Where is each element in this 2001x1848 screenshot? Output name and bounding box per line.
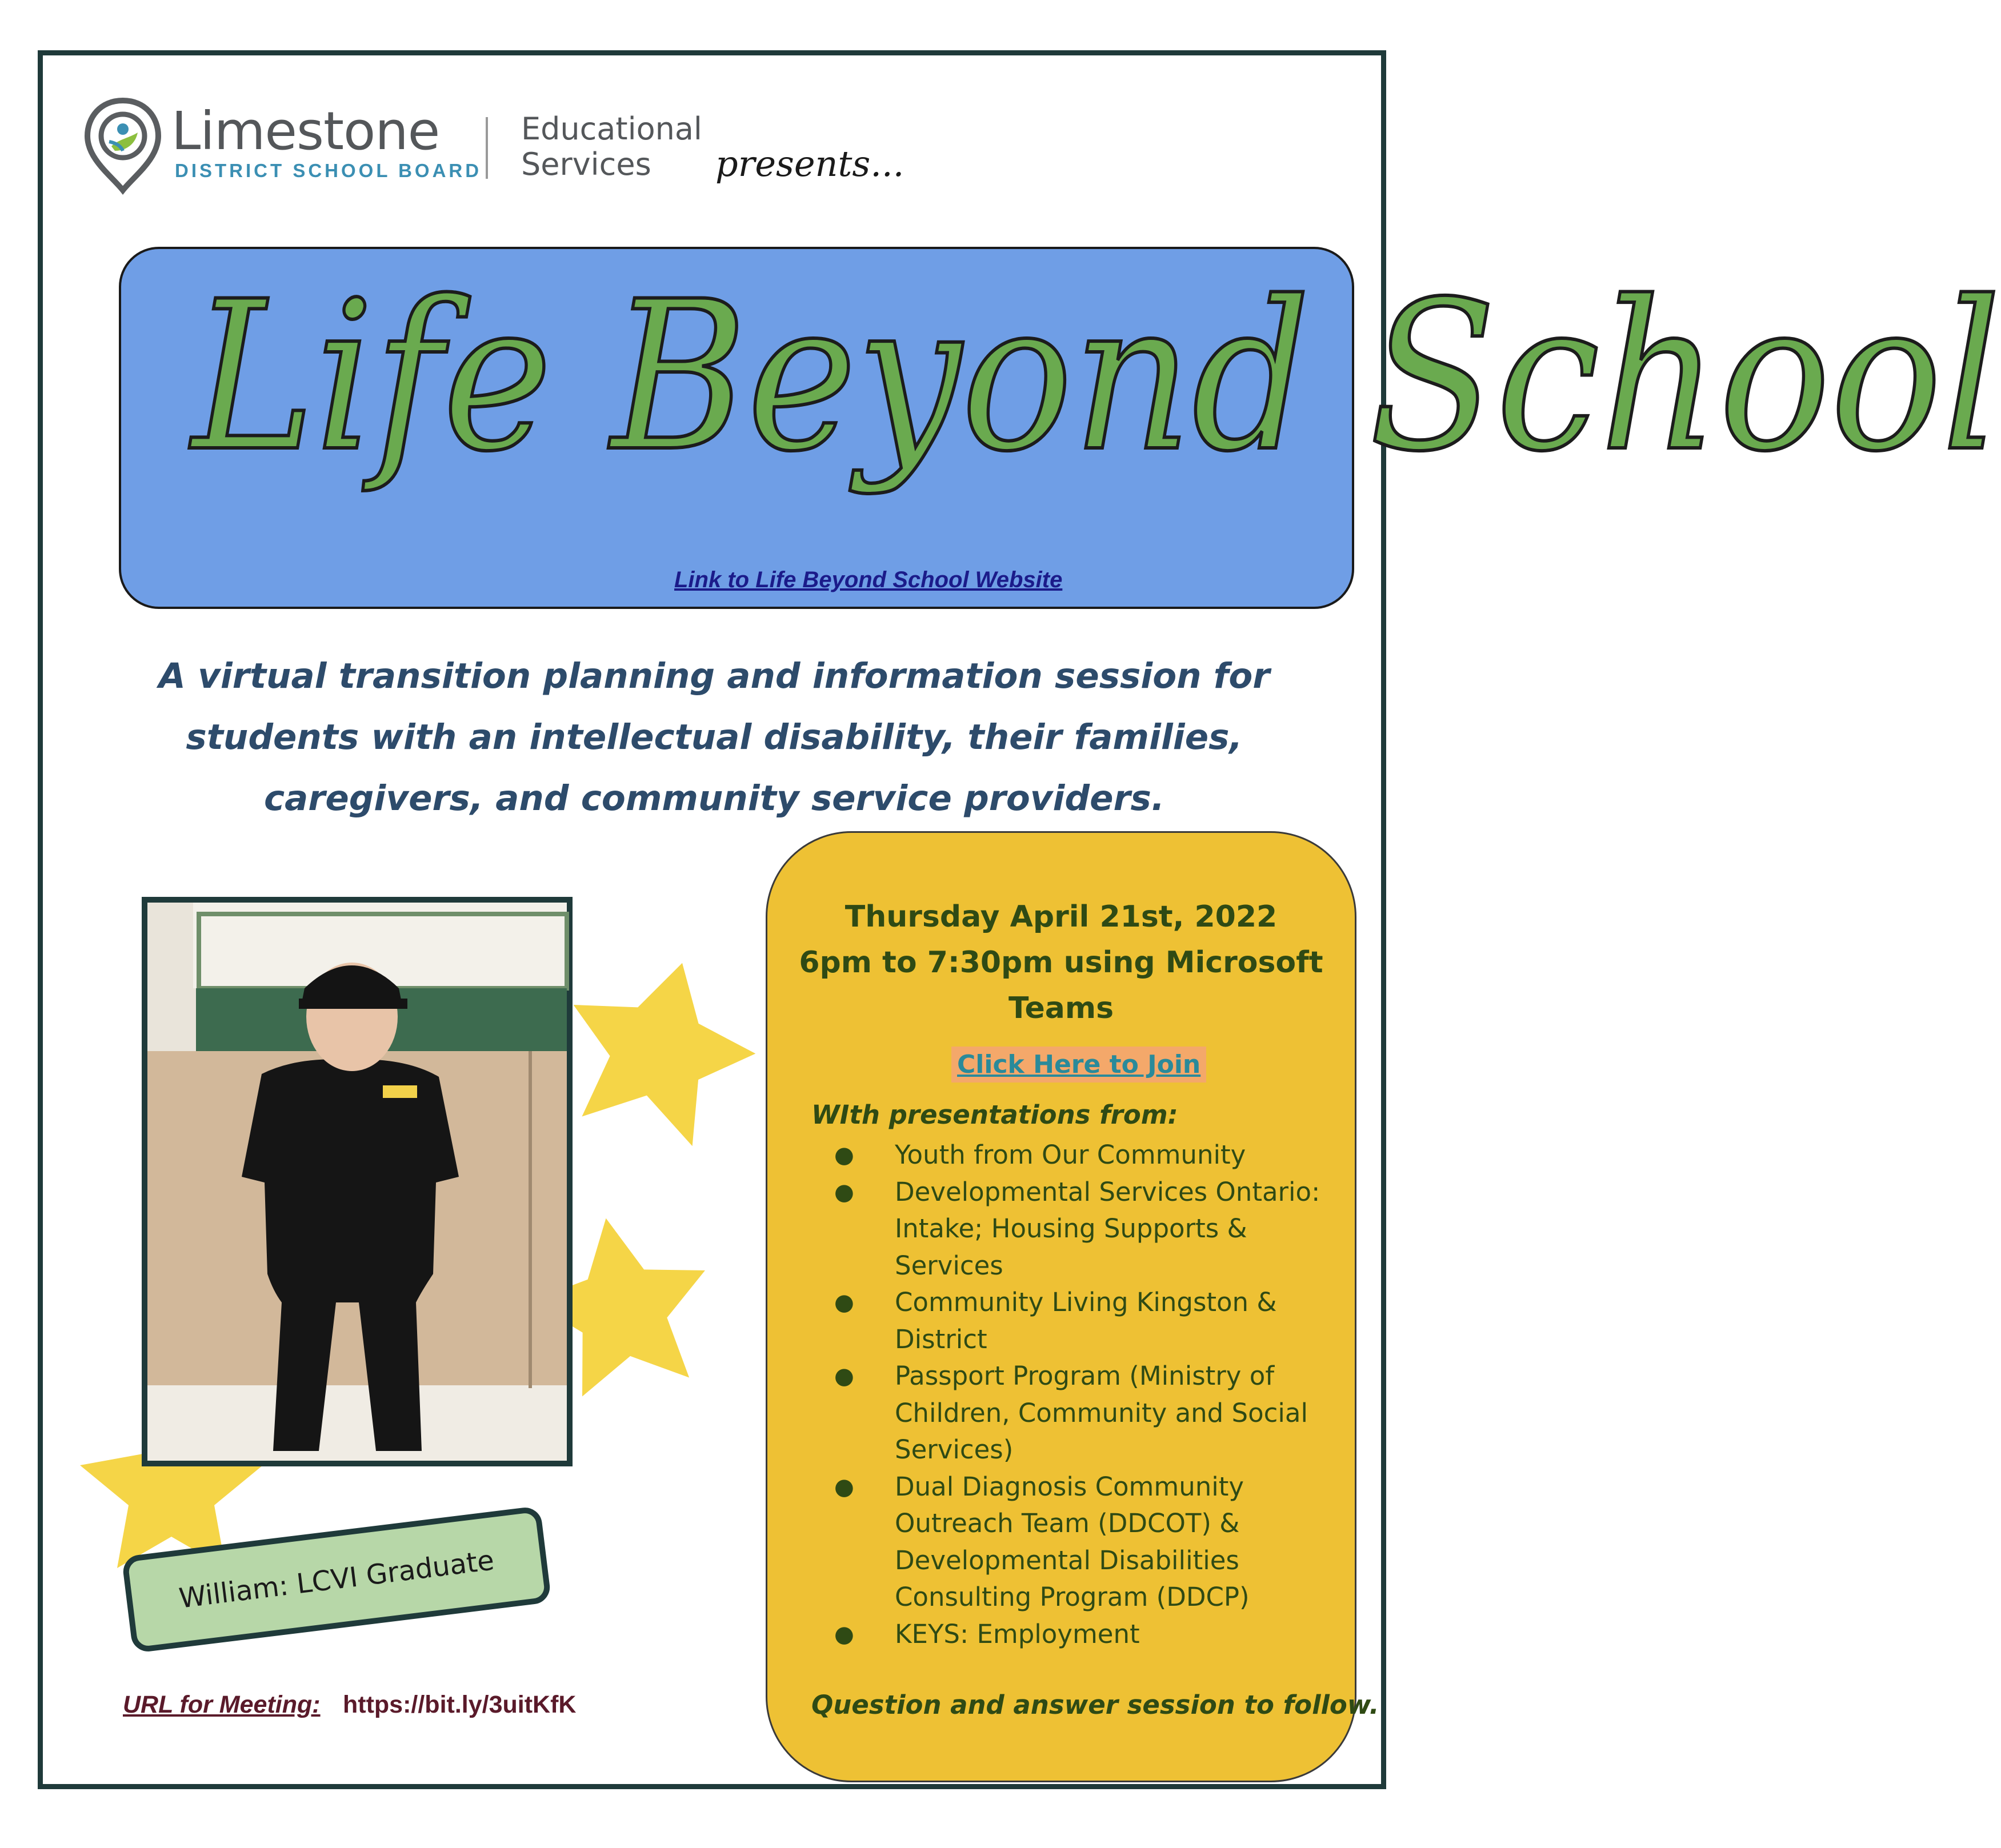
event-date: Thursday April 21st, 2022 xyxy=(845,900,1278,934)
website-link[interactable]: Link to Life Beyond School Website xyxy=(674,567,1063,592)
join-meeting-link[interactable]: Click Here to Join xyxy=(951,1047,1206,1083)
presenter-line: Children, Community and Social xyxy=(895,1397,1308,1428)
edu-line-2: Services xyxy=(521,146,651,182)
logo-name: Limestone xyxy=(171,101,440,162)
presenter-item xyxy=(834,1174,1337,1285)
presenter-item xyxy=(834,1469,1337,1616)
presenter-line: Developmental Disabilities xyxy=(895,1545,1239,1576)
presenter-line: Outreach Team (DDCOT) & xyxy=(895,1508,1240,1538)
description-line-2: students with an intellectual disability, their families, xyxy=(186,717,1243,757)
qa-note: Question and answer session to follow. xyxy=(811,1690,1379,1720)
bullet-icon: ● xyxy=(834,1142,854,1168)
bullet-icon: ● xyxy=(834,1289,854,1316)
presenter-line: Services xyxy=(895,1250,1003,1281)
presenter-item xyxy=(834,1137,1337,1174)
edu-line-1: Educational xyxy=(521,111,702,147)
meeting-url-label: URL for Meeting: xyxy=(123,1691,321,1718)
caption-text: William: LCVI Graduate xyxy=(177,1544,496,1615)
star-shape xyxy=(546,939,774,1156)
presenter-list xyxy=(834,1137,1337,1653)
presenter-line: KEYS: Employment xyxy=(895,1618,1140,1649)
presenter-line: Community Living Kingston & xyxy=(895,1287,1277,1317)
event-platform: Teams xyxy=(1008,991,1114,1025)
presenter-item xyxy=(834,1284,1337,1358)
student-photo xyxy=(142,897,573,1466)
presentations-heading: WIth presentations from: xyxy=(811,1100,1178,1130)
presenter-line: Consulting Program (DDCP) xyxy=(895,1582,1250,1612)
meeting-url-link[interactable]: https://bit.ly/3uitKfK xyxy=(343,1691,577,1718)
presenter-item xyxy=(834,1616,1337,1653)
description-line-3: caregivers, and community service providers. xyxy=(263,778,1165,819)
presenter-item xyxy=(834,1358,1337,1469)
presents-text: presents... xyxy=(715,143,905,185)
presenter-line: Intake; Housing Supports & xyxy=(895,1213,1247,1244)
bullet-icon: ● xyxy=(834,1621,854,1647)
presenter-line: Youth from Our Community xyxy=(895,1140,1246,1170)
presenter-line: Services) xyxy=(895,1434,1014,1465)
bullet-icon: ● xyxy=(834,1473,854,1500)
event-title: Life Beyond School xyxy=(192,257,2001,496)
presenter-line: Dual Diagnosis Community xyxy=(895,1471,1244,1502)
presenter-line: Developmental Services Ontario: xyxy=(895,1176,1320,1207)
logo-subtitle: DISTRICT SCHOOL BOARD xyxy=(175,160,482,181)
event-datetime xyxy=(766,894,1356,1031)
event-time: 6pm to 7:30pm using Microsoft xyxy=(799,945,1323,980)
photo-illustration xyxy=(147,903,567,1461)
bullet-icon: ● xyxy=(834,1178,854,1205)
presenter-line: Passport Program (Ministry of xyxy=(895,1361,1275,1391)
bullet-icon: ● xyxy=(834,1363,854,1389)
description-line-1: A virtual transition planning and information session for xyxy=(158,656,1270,696)
presenter-line: District xyxy=(895,1324,987,1354)
